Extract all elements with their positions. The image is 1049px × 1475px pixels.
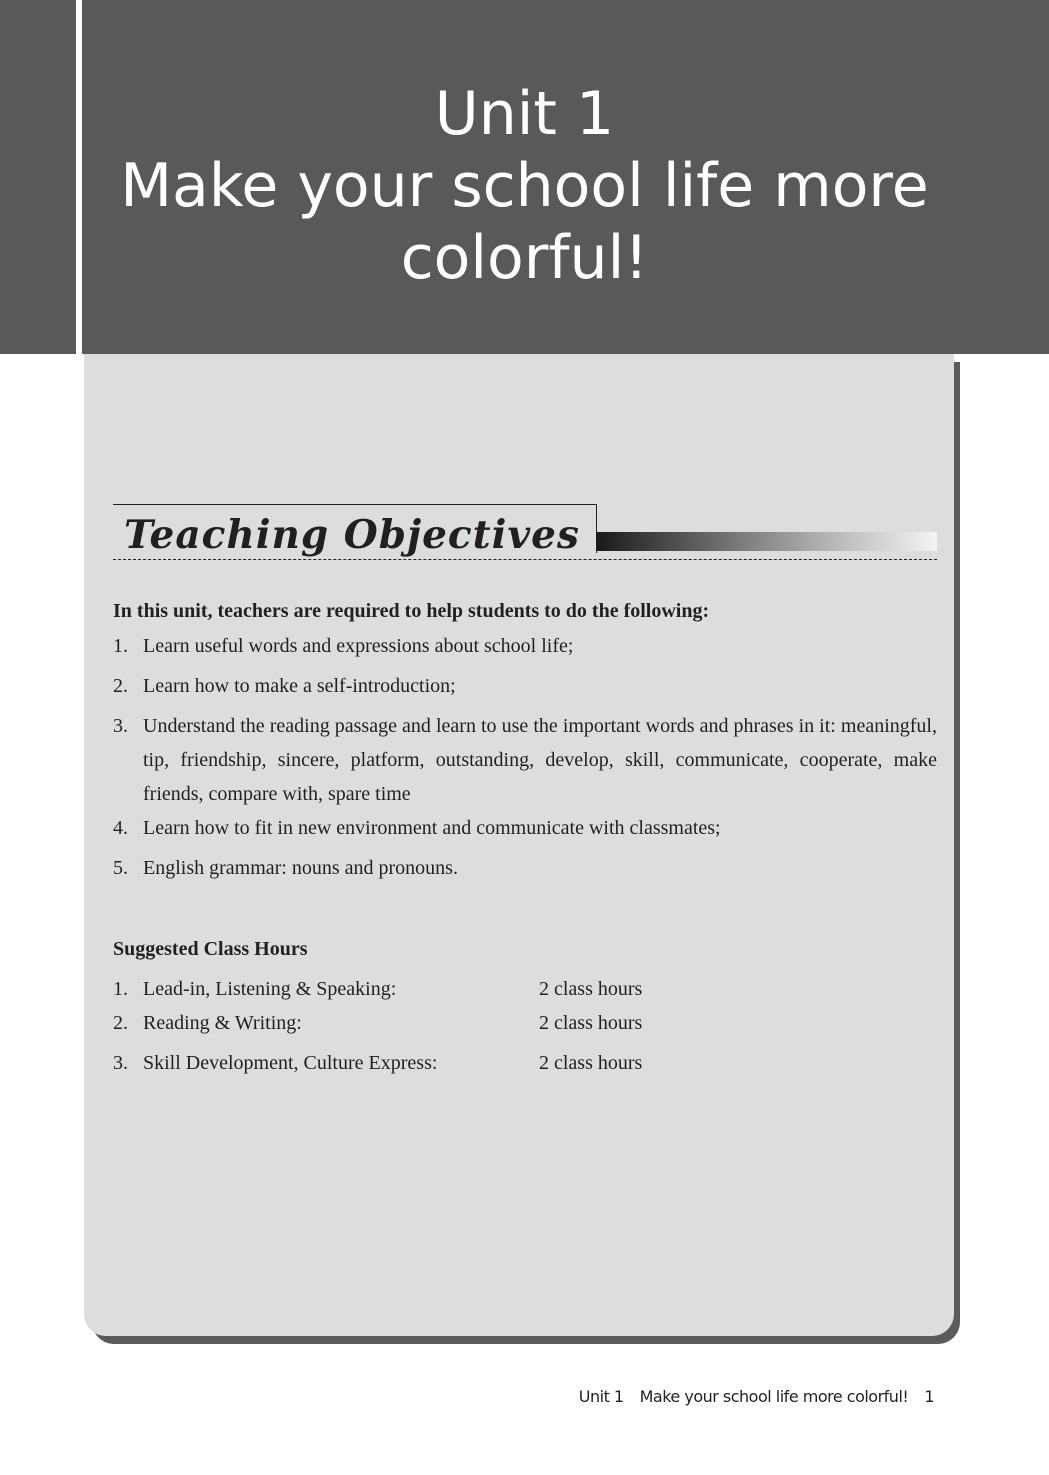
objective-number: 5. <box>113 857 128 879</box>
heading-gradient-bar <box>597 532 937 551</box>
objective-number: 3. <box>113 715 128 737</box>
class-hours-number: 3. <box>113 1052 128 1074</box>
objective-item <box>113 709 937 811</box>
page-footer <box>560 1386 934 1408</box>
objective-number: 4. <box>113 817 128 839</box>
class-hours-number: 2. <box>113 1012 128 1034</box>
objective-text: Learn how to fit in new environment and communicate with classmates; <box>143 817 721 839</box>
class-hours-value: 2 class hours <box>539 1052 643 1074</box>
objective-item <box>113 669 937 703</box>
unit-title-line-3: colorful! <box>400 223 649 293</box>
objective-text: Learn useful words and expressions about school life; <box>143 635 574 657</box>
objective-item <box>113 851 937 885</box>
class-hours-number: 1. <box>113 978 128 1000</box>
objective-item <box>113 811 937 845</box>
objective-item <box>113 629 937 663</box>
objective-number: 2. <box>113 675 128 697</box>
page-number: 1 <box>924 1387 934 1406</box>
objectives-heading: Teaching Objectives <box>124 512 580 558</box>
class-hours-activity: Reading & Writing: <box>143 1012 302 1034</box>
objective-text: English grammar: nouns and pronouns. <box>143 857 458 879</box>
dashed-divider <box>113 559 937 560</box>
unit-title-line-2: Make your school life more <box>120 151 929 221</box>
class-hours-heading: Suggested Class Hours <box>113 938 308 960</box>
content-panel <box>84 354 954 1336</box>
objective-text: Learn how to make a self-introduction; <box>143 675 456 697</box>
class-hours-activity: Lead-in, Listening & Speaking: <box>143 978 397 1000</box>
objective-number: 1. <box>113 635 128 657</box>
objective-text: Understand the reading passage and learn to use the important words and phrases in it: meaningful, tip, friendship, sincere, platform, outstanding, develop, skill, communicate, cooperate, make friends, compare with, spare time <box>143 715 937 805</box>
objectives-intro: In this unit, teachers are required to help students to do the following: <box>113 600 710 622</box>
class-hours-activity: Skill Development, Culture Express: <box>143 1052 438 1074</box>
unit-title <box>82 78 967 294</box>
footer-title: Make your school life more colorful! <box>639 1387 909 1406</box>
footer-unit: Unit 1 <box>578 1387 624 1406</box>
class-hours-value: 2 class hours <box>539 1012 643 1034</box>
unit-title-line-1: Unit 1 <box>434 79 615 149</box>
class-hours-value: 2 class hours <box>539 978 643 1000</box>
